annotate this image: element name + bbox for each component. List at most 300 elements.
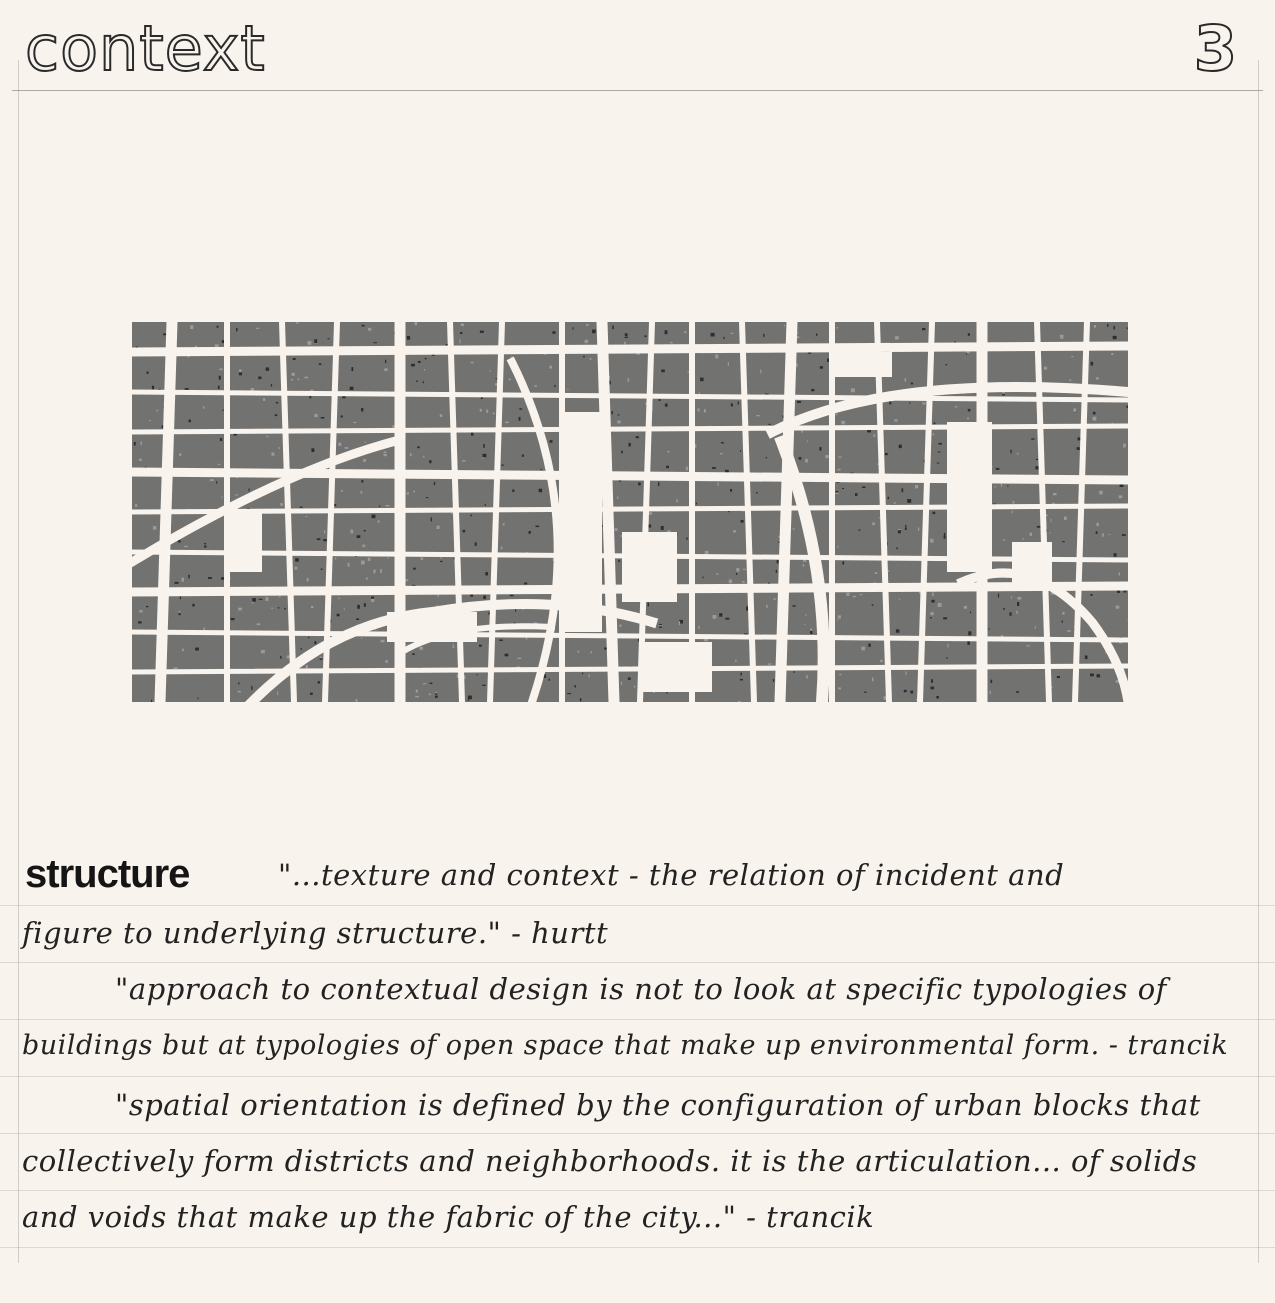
- map-texture: [311, 606, 314, 608]
- map-texture: [837, 619, 838, 620]
- map-texture: [716, 573, 719, 574]
- map-texture: [266, 597, 269, 601]
- map-texture: [482, 685, 486, 686]
- map-texture: [219, 368, 222, 370]
- map-texture: [280, 656, 281, 659]
- map-texture: [263, 398, 265, 401]
- map-texture: [888, 497, 890, 499]
- map-texture: [304, 377, 308, 379]
- map-texture: [276, 402, 279, 403]
- map-texture: [868, 644, 871, 647]
- map-texture: [932, 592, 934, 596]
- map-texture: [1111, 353, 1113, 355]
- map-texture: [149, 420, 151, 421]
- map-texture: [994, 486, 996, 487]
- map-open-space: [622, 532, 677, 602]
- map-texture: [696, 503, 697, 505]
- map-texture: [486, 410, 488, 413]
- map-texture: [842, 488, 844, 489]
- map-texture: [238, 608, 242, 611]
- ruled-line: [0, 1190, 1275, 1191]
- map-texture: [811, 389, 814, 391]
- map-texture: [219, 376, 221, 380]
- quote-line: collectively form districts and neighborhoods. it is the articulation... of solids: [22, 1144, 1198, 1178]
- map-texture: [147, 371, 149, 374]
- map-texture: [1099, 491, 1103, 495]
- map-texture: [1003, 540, 1006, 541]
- map-texture: [628, 378, 630, 382]
- map-texture: [368, 558, 371, 561]
- map-texture: [1037, 526, 1041, 528]
- map-texture: [705, 551, 709, 555]
- map-texture: [634, 686, 636, 688]
- map-texture: [338, 598, 340, 599]
- map-texture: [357, 535, 361, 538]
- map-texture: [321, 569, 323, 570]
- map-texture: [139, 459, 142, 461]
- map-texture: [314, 339, 317, 343]
- map-texture: [348, 563, 350, 567]
- map-texture: [990, 691, 991, 694]
- map-texture: [835, 491, 838, 493]
- map-texture: [519, 408, 522, 409]
- map-texture: [291, 379, 293, 381]
- map-texture: [317, 538, 321, 540]
- map-texture: [619, 624, 621, 626]
- map-texture: [846, 593, 849, 596]
- map-texture: [1123, 444, 1126, 448]
- map-texture: [141, 442, 143, 446]
- map-texture: [738, 701, 741, 702]
- map-texture: [583, 356, 585, 358]
- map-texture: [440, 414, 443, 417]
- map-texture: [1114, 326, 1115, 330]
- map-texture: [988, 629, 989, 630]
- map-texture: [1010, 612, 1012, 616]
- map-texture: [738, 402, 739, 405]
- map-texture: [371, 599, 375, 602]
- map-texture: [884, 696, 887, 699]
- map-texture: [435, 693, 437, 695]
- map-texture: [1093, 412, 1096, 415]
- map-texture: [373, 342, 377, 343]
- map-texture: [740, 673, 742, 676]
- map-texture: [586, 324, 589, 326]
- map-texture: [676, 499, 678, 502]
- map-texture: [1119, 495, 1123, 498]
- map-texture: [188, 575, 190, 579]
- map-texture: [661, 526, 664, 530]
- map-texture: [862, 487, 865, 489]
- map-texture: [1096, 523, 1099, 526]
- map-texture: [385, 360, 386, 363]
- map-texture: [341, 416, 343, 418]
- map-texture: [665, 404, 668, 407]
- map-texture: [872, 522, 875, 525]
- map-texture: [1044, 367, 1047, 370]
- map-texture: [943, 617, 947, 619]
- map-texture: [218, 464, 221, 465]
- map-texture: [515, 609, 516, 612]
- map-texture: [741, 520, 744, 523]
- map-texture: [217, 326, 219, 328]
- map-texture: [411, 364, 415, 367]
- map-texture: [350, 387, 354, 390]
- map-open-space: [562, 412, 602, 632]
- map-texture: [955, 406, 958, 407]
- page-title: context: [25, 12, 266, 85]
- map-texture: [306, 516, 308, 517]
- map-texture: [1116, 606, 1120, 609]
- map-texture: [944, 535, 946, 538]
- map-texture: [480, 409, 482, 412]
- map-texture: [697, 408, 699, 411]
- map-texture: [275, 414, 278, 416]
- map-texture: [931, 687, 935, 690]
- map-texture: [485, 572, 488, 575]
- map-texture: [679, 621, 680, 625]
- map-texture: [235, 494, 238, 495]
- map-texture: [736, 573, 737, 575]
- map-street: [132, 346, 1128, 352]
- map-texture: [804, 624, 805, 625]
- map-texture: [1062, 621, 1063, 623]
- map-texture: [1090, 674, 1094, 677]
- map-texture: [936, 696, 939, 699]
- map-texture: [1097, 674, 1101, 677]
- map-texture: [381, 640, 385, 643]
- map-texture: [184, 546, 188, 547]
- map-texture: [384, 454, 387, 456]
- map-texture: [279, 596, 281, 597]
- map-texture: [361, 408, 363, 412]
- map-texture: [625, 333, 628, 336]
- map-texture: [612, 326, 614, 330]
- map-texture: [591, 651, 592, 654]
- map-texture: [338, 443, 341, 446]
- map-texture: [430, 683, 433, 684]
- map-texture: [797, 401, 801, 403]
- map-texture: [210, 479, 214, 481]
- map-texture: [659, 625, 662, 626]
- city-figure-ground-map-icon: [132, 322, 1128, 702]
- map-texture: [731, 403, 733, 406]
- map-texture: [625, 337, 629, 338]
- map-texture: [899, 599, 901, 600]
- map-texture: [509, 379, 511, 381]
- map-texture: [440, 561, 442, 562]
- quote-line: and voids that make up the fabric of the city..." - trancik: [22, 1200, 875, 1234]
- map-texture: [659, 399, 661, 401]
- ruled-line: [0, 1076, 1275, 1077]
- map-texture: [152, 386, 154, 390]
- map-texture: [361, 480, 363, 483]
- map-texture: [721, 442, 724, 443]
- map-texture: [944, 533, 945, 536]
- map-texture: [574, 685, 576, 687]
- map-texture: [293, 358, 296, 360]
- ruled-line: [0, 1133, 1275, 1134]
- map-texture: [740, 679, 743, 681]
- map-texture: [360, 491, 362, 494]
- map-texture: [777, 560, 779, 563]
- map-texture: [1017, 453, 1019, 455]
- map-texture: [463, 530, 466, 533]
- map-texture: [851, 388, 855, 392]
- map-texture: [231, 618, 235, 620]
- map-texture: [424, 369, 425, 371]
- map-texture: [1119, 572, 1121, 575]
- map-texture: [766, 457, 767, 458]
- map-texture: [372, 515, 376, 519]
- map-texture: [895, 336, 899, 339]
- ruled-line: [0, 962, 1275, 963]
- map-texture: [415, 696, 419, 698]
- map-texture: [1094, 325, 1096, 328]
- map-texture: [666, 466, 669, 469]
- map-texture: [885, 453, 888, 455]
- map-texture: [934, 423, 936, 425]
- map-texture: [1073, 408, 1076, 412]
- map-texture: [1109, 534, 1111, 535]
- map-texture: [371, 597, 374, 599]
- map-texture: [793, 528, 795, 529]
- map-texture: [793, 671, 794, 673]
- map-texture: [429, 460, 431, 463]
- map-texture: [519, 417, 521, 421]
- map-texture: [534, 622, 537, 623]
- map-texture: [505, 422, 509, 424]
- map-texture: [742, 581, 745, 583]
- map-texture: [819, 447, 821, 451]
- map-texture: [216, 481, 217, 484]
- map-texture: [1013, 501, 1015, 504]
- map-texture: [939, 443, 943, 445]
- map-texture: [301, 648, 302, 650]
- map-texture: [296, 322, 299, 323]
- map-texture: [670, 342, 672, 344]
- map-texture: [435, 692, 437, 693]
- map-texture: [760, 370, 761, 374]
- map-texture: [420, 647, 424, 650]
- map-texture: [1017, 602, 1019, 606]
- map-texture: [611, 411, 613, 414]
- map-texture: [784, 325, 785, 327]
- map-open-space: [832, 352, 892, 377]
- map-texture: [490, 370, 491, 372]
- map-texture: [1001, 483, 1002, 487]
- map-texture: [271, 608, 273, 609]
- map-texture: [135, 504, 137, 507]
- map-texture: [179, 453, 181, 456]
- map-texture: [922, 403, 926, 405]
- map-texture: [271, 384, 272, 386]
- map-texture: [720, 453, 723, 454]
- map-texture: [413, 568, 416, 570]
- map-texture: [479, 645, 482, 647]
- map-open-space: [1012, 542, 1052, 587]
- map-texture: [773, 679, 774, 682]
- map-texture: [356, 699, 358, 702]
- map-texture: [471, 515, 472, 517]
- map-texture: [743, 569, 746, 570]
- map-texture: [258, 377, 261, 380]
- map-texture: [295, 567, 298, 570]
- map-texture: [221, 577, 224, 580]
- map-texture: [362, 325, 365, 327]
- map-texture: [930, 612, 933, 615]
- map-texture: [590, 358, 592, 360]
- map-texture: [314, 414, 317, 417]
- ruled-line: [0, 1247, 1275, 1248]
- map-texture: [1096, 531, 1098, 534]
- map-texture: [589, 674, 590, 677]
- map-texture: [735, 660, 737, 662]
- map-texture: [799, 457, 802, 460]
- map-texture: [503, 523, 505, 526]
- map-texture: [266, 367, 270, 370]
- map-texture: [820, 366, 823, 369]
- map-texture: [719, 613, 722, 617]
- map-texture: [880, 660, 883, 662]
- map-texture: [388, 557, 389, 558]
- map-texture: [776, 570, 777, 573]
- map-texture: [462, 460, 466, 461]
- map-texture: [385, 660, 388, 662]
- map-texture: [872, 604, 874, 605]
- map-texture: [554, 385, 555, 387]
- map-texture: [1036, 459, 1038, 460]
- map-texture: [341, 490, 344, 492]
- map-texture: [1011, 596, 1012, 598]
- map-texture: [499, 640, 503, 642]
- map-texture: [729, 580, 732, 584]
- map-texture: [658, 482, 659, 486]
- map-texture: [552, 331, 555, 334]
- map-texture: [252, 598, 256, 602]
- map-texture: [379, 506, 380, 507]
- map-texture: [412, 653, 415, 655]
- map-texture: [918, 528, 919, 531]
- map-texture: [323, 539, 326, 541]
- map-texture: [996, 468, 1000, 470]
- map-texture: [703, 577, 704, 579]
- map-texture: [837, 469, 840, 471]
- map-texture: [894, 419, 897, 421]
- map-texture: [535, 385, 537, 387]
- map-texture: [841, 421, 844, 425]
- map-texture: [429, 694, 432, 695]
- map-texture: [853, 596, 857, 597]
- map-texture: [904, 690, 907, 692]
- map-texture: [156, 410, 158, 412]
- map-texture: [713, 615, 717, 619]
- margin-rule-left: [18, 60, 19, 1263]
- map-texture: [930, 617, 932, 618]
- map-texture: [931, 679, 933, 683]
- map-texture: [1016, 611, 1017, 614]
- map-texture: [1067, 630, 1070, 632]
- map-texture: [864, 692, 866, 693]
- map-texture: [905, 378, 907, 381]
- map-texture: [905, 525, 906, 527]
- map-texture: [661, 370, 665, 373]
- map-texture: [736, 568, 739, 572]
- map-texture: [501, 465, 504, 466]
- map-texture: [480, 331, 484, 333]
- map-texture: [837, 546, 838, 548]
- map-texture: [909, 402, 910, 403]
- map-texture: [310, 693, 313, 695]
- map-texture: [756, 492, 757, 494]
- map-texture: [967, 641, 970, 645]
- map-texture: [536, 526, 540, 528]
- map-texture: [855, 493, 857, 496]
- map-texture: [311, 448, 314, 452]
- map-texture: [889, 401, 891, 404]
- map-texture: [550, 440, 553, 443]
- map-texture: [522, 455, 524, 457]
- quote-line: "spatial orientation is defined by the configuration of urban blocks that: [115, 1088, 1201, 1122]
- map-texture: [1003, 608, 1004, 610]
- map-texture: [740, 450, 741, 451]
- map-texture: [1127, 327, 1128, 329]
- map-texture: [617, 496, 618, 499]
- quote-line: figure to underlying structure." - hurtt: [22, 916, 609, 950]
- map-texture: [431, 518, 432, 522]
- map-texture: [361, 561, 365, 565]
- map-texture: [648, 603, 649, 607]
- map-texture: [362, 545, 365, 548]
- map-texture: [192, 604, 194, 607]
- map-texture: [179, 611, 181, 612]
- map-texture: [416, 690, 418, 693]
- map-texture: [621, 535, 622, 537]
- map-texture: [946, 657, 948, 658]
- map-texture: [475, 542, 477, 546]
- map-texture: [592, 330, 596, 334]
- map-texture: [423, 683, 426, 684]
- map-texture: [1091, 362, 1094, 366]
- map-texture: [937, 463, 939, 464]
- map-texture: [539, 489, 542, 493]
- map-texture: [730, 333, 733, 334]
- map-texture: [567, 693, 571, 694]
- map-texture: [667, 451, 669, 453]
- map-texture: [1085, 656, 1088, 660]
- map-texture: [380, 569, 382, 573]
- map-texture: [485, 504, 486, 506]
- map-texture: [151, 700, 152, 702]
- map-texture: [335, 558, 336, 560]
- map-texture: [1010, 450, 1011, 454]
- quote-line: buildings but at typologies of open space that make up environmental form. - trancik: [22, 1030, 1229, 1061]
- map-texture: [220, 438, 222, 441]
- map-texture: [1057, 676, 1060, 678]
- map-texture: [204, 546, 207, 548]
- map-texture: [723, 337, 724, 339]
- map-texture: [1071, 356, 1073, 357]
- map-texture: [138, 621, 142, 623]
- map-texture: [426, 497, 429, 498]
- map-texture: [222, 410, 223, 411]
- map-texture: [793, 605, 796, 606]
- map-texture: [769, 424, 771, 425]
- map-texture: [1062, 541, 1065, 542]
- map-texture: [222, 340, 224, 343]
- figure-ground-map: [132, 322, 1128, 702]
- map-texture: [203, 406, 205, 409]
